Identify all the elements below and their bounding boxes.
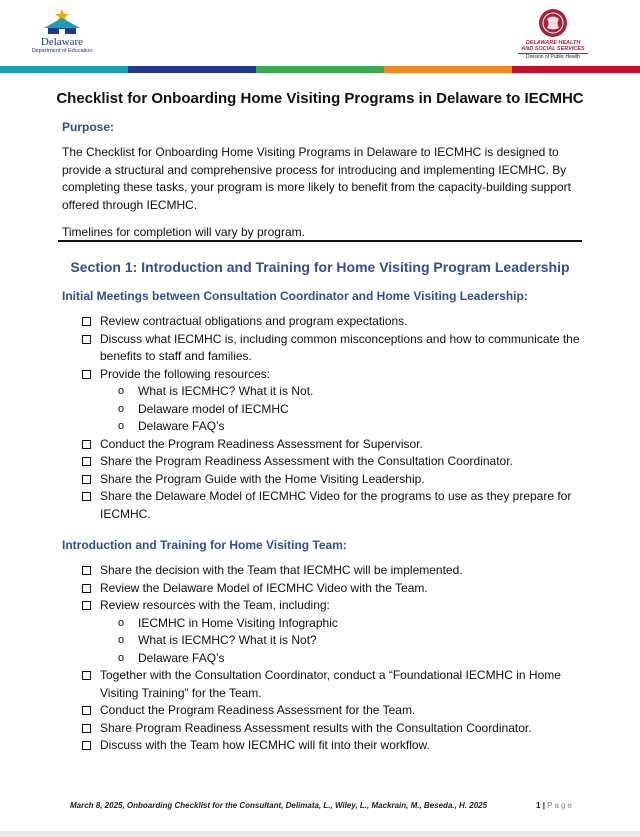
initial-meetings-heading: Initial Meetings between Consultation Coordinator and Home Visiting Leadership:	[62, 289, 528, 303]
purpose-heading: Purpose:	[62, 120, 115, 134]
resource-item	[82, 615, 582, 633]
page-separator: |	[542, 801, 545, 810]
circle-bullet-icon: o	[118, 402, 125, 415]
purpose-paragraph: The Checklist for Onboarding Home Visiting Programs in Delaware to IECMHC is designed to provide a structural and comprehensive process for introducing and implementing IECMHC. By completing these tasks, your program is more likely to benefit from the capacity-building support offered through IECMHC.	[62, 145, 571, 212]
checkbox-icon[interactable]	[82, 335, 91, 344]
checkbox-icon[interactable]	[82, 317, 91, 326]
dhss-seal-icon	[536, 8, 570, 38]
page-number-value: 1	[536, 801, 541, 810]
resource-item-label: What is IECMHC? What it is Not.	[138, 384, 314, 398]
checkbox-icon[interactable]	[82, 741, 91, 750]
checklist-item[interactable]	[82, 331, 582, 366]
checklist-item-label: Discuss with the Team how IECMHC will fit into their workflow.	[100, 738, 430, 752]
circle-bullet-icon: o	[118, 651, 125, 664]
circle-bullet-icon: o	[118, 420, 125, 432]
checklist-item-label: Share Program Readiness Assessment results with the Consultation Coordinator.	[100, 720, 532, 735]
circle-bullet-icon: o	[118, 385, 125, 397]
checklist-item[interactable]	[82, 667, 582, 702]
checklist-item-label: Review resources with the Team, including:	[100, 598, 330, 612]
checkbox-icon[interactable]	[82, 584, 91, 593]
schoolhouse-star-icon	[39, 6, 85, 36]
dhss-line1: DELAWARE HEALTH	[525, 40, 581, 46]
delaware-doe-logo	[28, 6, 96, 64]
checkbox-icon[interactable]	[82, 370, 91, 379]
checklist-item[interactable]	[82, 488, 582, 523]
horizontal-rule	[58, 240, 582, 242]
team-training-checklist	[82, 562, 582, 755]
checkbox-icon[interactable]	[82, 457, 91, 466]
checklist-item-label: Review the Delaware Model of IECMHC Video with the Team.	[100, 580, 428, 595]
resource-item-label: Delaware model of IECMHC	[138, 401, 289, 416]
checklist-item-label: Provide the following resources:	[100, 366, 271, 381]
checklist-item-label: Conduct the Program Readiness Assessment for Supervisor.	[100, 436, 423, 451]
footer-citation: March 8, 2025, Onboarding Checklist for the Consultant, Delimata, L., Wiley, L., Mackrain, M., Beseda., H. 2025	[70, 801, 488, 810]
page-header	[0, 0, 640, 74]
checklist-item[interactable]	[82, 720, 582, 738]
checklist-item-label: Together with the Consultation Coordinator, conduct a “Foundational IECMHC in Home Visiting Training” for the Team.	[100, 668, 561, 700]
checklist-item[interactable]	[82, 366, 582, 384]
resource-item-label: What is IECMHC? What it is Not?	[138, 633, 317, 647]
resource-item	[82, 650, 582, 668]
doe-logo-name: Delaware	[40, 36, 84, 48]
checklist-item-label: Conduct the Program Readiness Assessment for the Team.	[100, 703, 416, 717]
checkbox-icon[interactable]	[82, 671, 91, 680]
circle-bullet-icon: o	[118, 616, 125, 629]
checklist-item[interactable]	[82, 702, 582, 720]
timelines-note: Timelines for completion will vary by program.	[62, 225, 305, 239]
resource-item	[82, 418, 582, 436]
checklist-item-label: Share the Delaware Model of IECMHC Video for the programs to use as they prepare for IECMHC.	[100, 489, 572, 521]
color-bar-segment	[0, 66, 128, 73]
checkbox-icon[interactable]	[82, 706, 91, 715]
checklist-item-label: Discuss what IECMHC is, including common misconceptions and how to communicate the benefits to staff and families.	[100, 331, 580, 363]
document-title: Checklist for Onboarding Home Visiting Programs in Delaware to IECMHC	[56, 90, 584, 107]
checkbox-icon[interactable]	[82, 475, 91, 484]
color-bar-segment	[128, 66, 256, 73]
section-1-heading: Section 1: Introduction and Training for Home Visiting Program Leadership	[70, 259, 570, 275]
page-number	[536, 801, 574, 810]
checklist-item-label: Review contractual obligations and program expectations.	[100, 314, 408, 328]
resource-item-label: Delaware FAQ’s	[138, 419, 225, 433]
circle-bullet-icon: o	[118, 634, 125, 646]
dhss-line3: Division of Public Health	[518, 53, 588, 61]
resource-item-label: IECMHC in Home Visiting Infographic	[138, 615, 338, 630]
checklist-item[interactable]	[82, 453, 582, 471]
checklist-item[interactable]	[82, 737, 582, 755]
checklist-item-label: Share the decision with the Team that IECMHC will be implemented.	[100, 563, 463, 577]
resource-item	[82, 401, 582, 419]
resource-item	[82, 632, 582, 650]
checklist-item[interactable]	[82, 436, 582, 454]
bottom-strip	[0, 831, 640, 837]
checkbox-icon[interactable]	[82, 566, 91, 575]
checklist-item[interactable]	[82, 580, 582, 598]
color-bar-segment	[512, 66, 640, 73]
checklist-item[interactable]	[82, 597, 582, 615]
doe-logo-subtitle: Department of Education	[31, 48, 93, 54]
page-label: Page	[547, 801, 574, 810]
checklist-item[interactable]	[82, 562, 582, 580]
resource-item	[82, 383, 582, 401]
checkbox-icon[interactable]	[82, 440, 91, 449]
resource-item-label: Delaware FAQ’s	[138, 650, 225, 665]
checkbox-icon[interactable]	[82, 492, 91, 501]
checkbox-icon[interactable]	[82, 601, 91, 610]
dhss-line2: AND SOCIAL SERVICES	[521, 46, 585, 52]
color-bar-segment	[256, 66, 384, 73]
header-color-bar	[0, 66, 640, 73]
checkbox-icon[interactable]	[82, 724, 91, 733]
team-training-heading: Introduction and Training for Home Visiting Team:	[62, 538, 347, 552]
initial-meetings-checklist	[82, 313, 582, 523]
checklist-item-label: Share the Program Guide with the Home Visiting Leadership.	[100, 471, 425, 486]
dhss-logo	[518, 8, 588, 61]
checklist-item[interactable]	[82, 471, 582, 489]
checklist-item-label: Share the Program Readiness Assessment with the Consultation Coordinator.	[100, 454, 513, 468]
color-bar-segment	[384, 66, 512, 73]
checklist-item[interactable]	[82, 313, 582, 331]
